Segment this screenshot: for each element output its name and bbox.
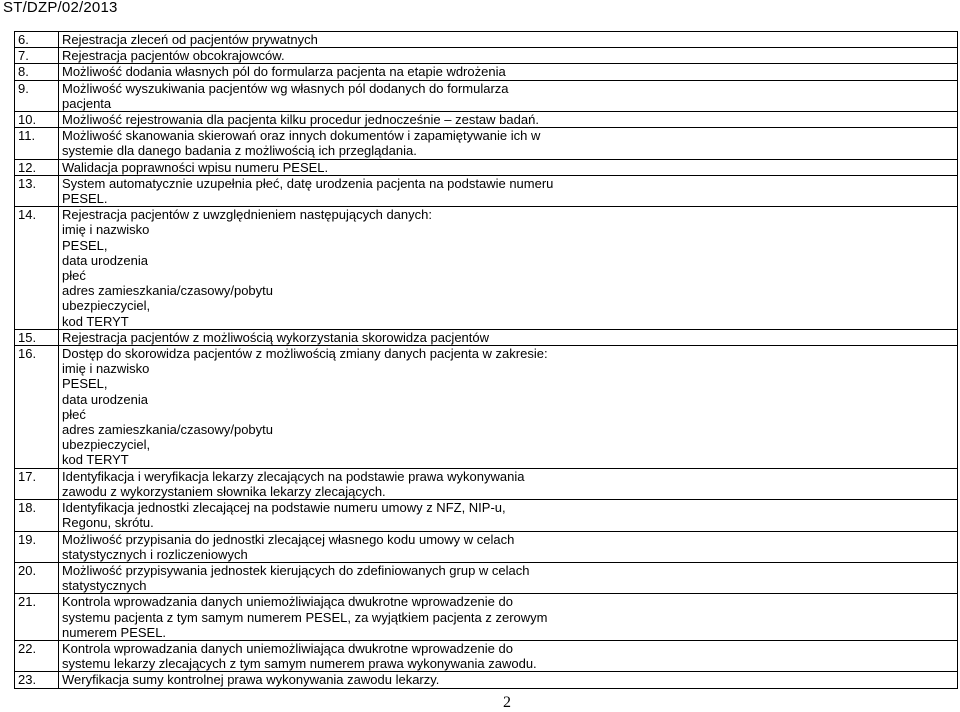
requirement-row [15,159,958,175]
requirement-number: 18. [15,500,59,531]
page-number: 2 [503,694,511,711]
requirement-number: 20. [15,562,59,593]
requirement-text [59,128,958,159]
requirement-number: 9. [15,80,59,111]
requirement-row [15,640,958,671]
requirement-text-line: Możliwość rejestrowania dla pacjenta kilku procedur jednocześnie – zestaw badań. [62,112,539,128]
requirement-text [59,531,958,562]
requirement-row [15,594,958,641]
requirement-number: 7. [15,48,59,64]
requirement-text [59,640,958,671]
requirement-text-line: ubezpieczyciel, [62,437,151,453]
requirement-text-line: pacjenta [62,95,112,111]
requirement-row [15,346,958,469]
requirement-row [15,329,958,345]
requirement-text-line: systemu lekarzy zlecających z tym samym numerem prawa wykonywania zawodu. [62,656,537,672]
requirement-text-line: imię i nazwisko [62,361,150,377]
requirements-table-body [15,32,958,689]
requirement-number: 19. [15,531,59,562]
requirement-text-line: systemie dla danego badania z możliwością ich przeglądania. [62,143,417,159]
requirement-row [15,175,958,206]
requirement-text-line: Identyfikacja i weryfikacja lekarzy zlecających na podstawie prawa wykonywania [62,468,525,484]
requirement-text-line: imię i nazwisko [62,222,150,238]
requirement-number: 14. [15,207,59,330]
requirement-text-line: Kontrola wprowadzania danych uniemożliwiająca dwukrotne wprowadzenie do [62,594,513,610]
requirement-text [59,562,958,593]
requirement-text-line: data urodzenia [62,252,149,268]
document-reference: ST/DZP/02/2013 [3,0,118,16]
requirement-text-line: płeć [62,268,86,284]
requirement-text-line: Rejestracja pacjentów z uwzględnieniem następujących danych: [62,207,432,223]
requirement-text [59,594,958,641]
requirement-row [15,672,958,688]
requirement-text-line: Walidacja poprawności wpisu numeru PESEL. [62,159,329,175]
requirement-text-line: Możliwość wyszukiwania pacjentów wg własnych pól dodanych do formularza [62,80,509,96]
requirement-text [59,329,958,345]
requirement-text [59,346,958,469]
requirement-text-line: kod TERYT [62,452,129,468]
requirement-text-line: adres zamieszkania/czasowy/pobytu [62,422,273,438]
requirement-row [15,80,958,111]
requirement-number: 21. [15,594,59,641]
requirement-text [59,468,958,499]
requirement-text-line: PESEL, [62,237,108,253]
requirement-text [59,112,958,128]
requirement-row [15,468,958,499]
requirement-row [15,500,958,531]
requirement-row [15,64,958,80]
requirement-text-line: Możliwość dodania własnych pól do formularza pacjenta na etapie wdrożenia [62,64,506,80]
requirement-row [15,32,958,48]
requirement-number: 12. [15,159,59,175]
requirement-text-line: Możliwość przypisywania jednostek kierujących do zdefiniowanych grup w celach [62,562,530,578]
requirement-text-line: Rejestracja zleceń od pacjentów prywatnych [62,32,318,47]
requirement-text [59,64,958,80]
requirement-text-line: adres zamieszkania/czasowy/pobytu [62,283,273,299]
requirement-text-line: Identyfikacja jednostki zlecającej na podstawie numeru umowy z NFZ, NIP-u, [62,500,506,516]
requirement-row [15,562,958,593]
requirement-text [59,207,958,330]
requirement-text-line: statystycznych [62,578,147,594]
requirements-table [14,31,958,689]
requirement-number: 23. [15,672,59,688]
requirement-text [59,32,958,48]
requirement-text-line: płeć [62,406,86,422]
requirement-text-line: Rejestracja pacjentów z możliwością wykorzystania skorowidza pacjentów [62,329,490,345]
requirement-number: 22. [15,640,59,671]
requirement-text-line: kod TERYT [62,313,129,329]
requirement-text-line: numerem PESEL. [62,624,167,640]
requirement-text [59,672,958,688]
requirement-number: 15. [15,329,59,345]
requirement-text-line: Dostęp do skorowidza pacjentów z możliwością zmiany danych pacjenta w zakresie: [62,346,548,362]
requirement-text-line: Możliwość skanowania skierowań oraz innych dokumentów i zapamiętywanie ich w [62,128,541,144]
requirement-text [59,159,958,175]
requirement-text [59,500,958,531]
requirement-number: 16. [15,346,59,469]
requirement-number: 8. [15,64,59,80]
requirement-text [59,80,958,111]
requirement-number: 10. [15,112,59,128]
requirement-number: 11. [15,128,59,159]
requirement-row [15,48,958,64]
requirement-text [59,48,958,64]
requirement-number: 6. [15,32,59,48]
requirement-text-line: zawodu z wykorzystaniem słownika lekarzy zlecających. [62,483,386,499]
requirement-row [15,112,958,128]
requirement-row [15,128,958,159]
requirement-text-line: Możliwość przypisania do jednostki zlecającej własnego kodu umowy w celach [62,531,515,547]
requirement-text-line: Regonu, skrótu. [62,515,154,531]
requirement-number: 17. [15,468,59,499]
requirement-text-line: PESEL. [62,191,108,207]
requirement-text-line: statystycznych i rozliczeniowych [62,546,248,562]
requirement-text-line: System automatycznie uzupełnia płeć, datę urodzenia pacjenta na podstawie numeru [62,175,554,191]
requirement-text-line: data urodzenia [62,391,149,407]
requirement-text-line: systemu pacjenta z tym samym numerem PESEL, za wyjątkiem pacjenta z zerowym [62,609,548,625]
requirement-text [59,175,958,206]
requirement-row [15,207,958,330]
requirement-row [15,531,958,562]
requirement-text-line: Rejestracja pacjentów obcokrajowców. [62,48,285,64]
requirement-text-line: Kontrola wprowadzania danych uniemożliwiająca dwukrotne wprowadzenie do [62,640,513,656]
requirement-text-line: ubezpieczyciel, [62,298,151,314]
requirement-number: 13. [15,175,59,206]
requirement-text-line: PESEL, [62,376,108,392]
requirement-text-line: Weryfikacja sumy kontrolnej prawa wykonywania zawodu lekarzy. [62,672,440,688]
